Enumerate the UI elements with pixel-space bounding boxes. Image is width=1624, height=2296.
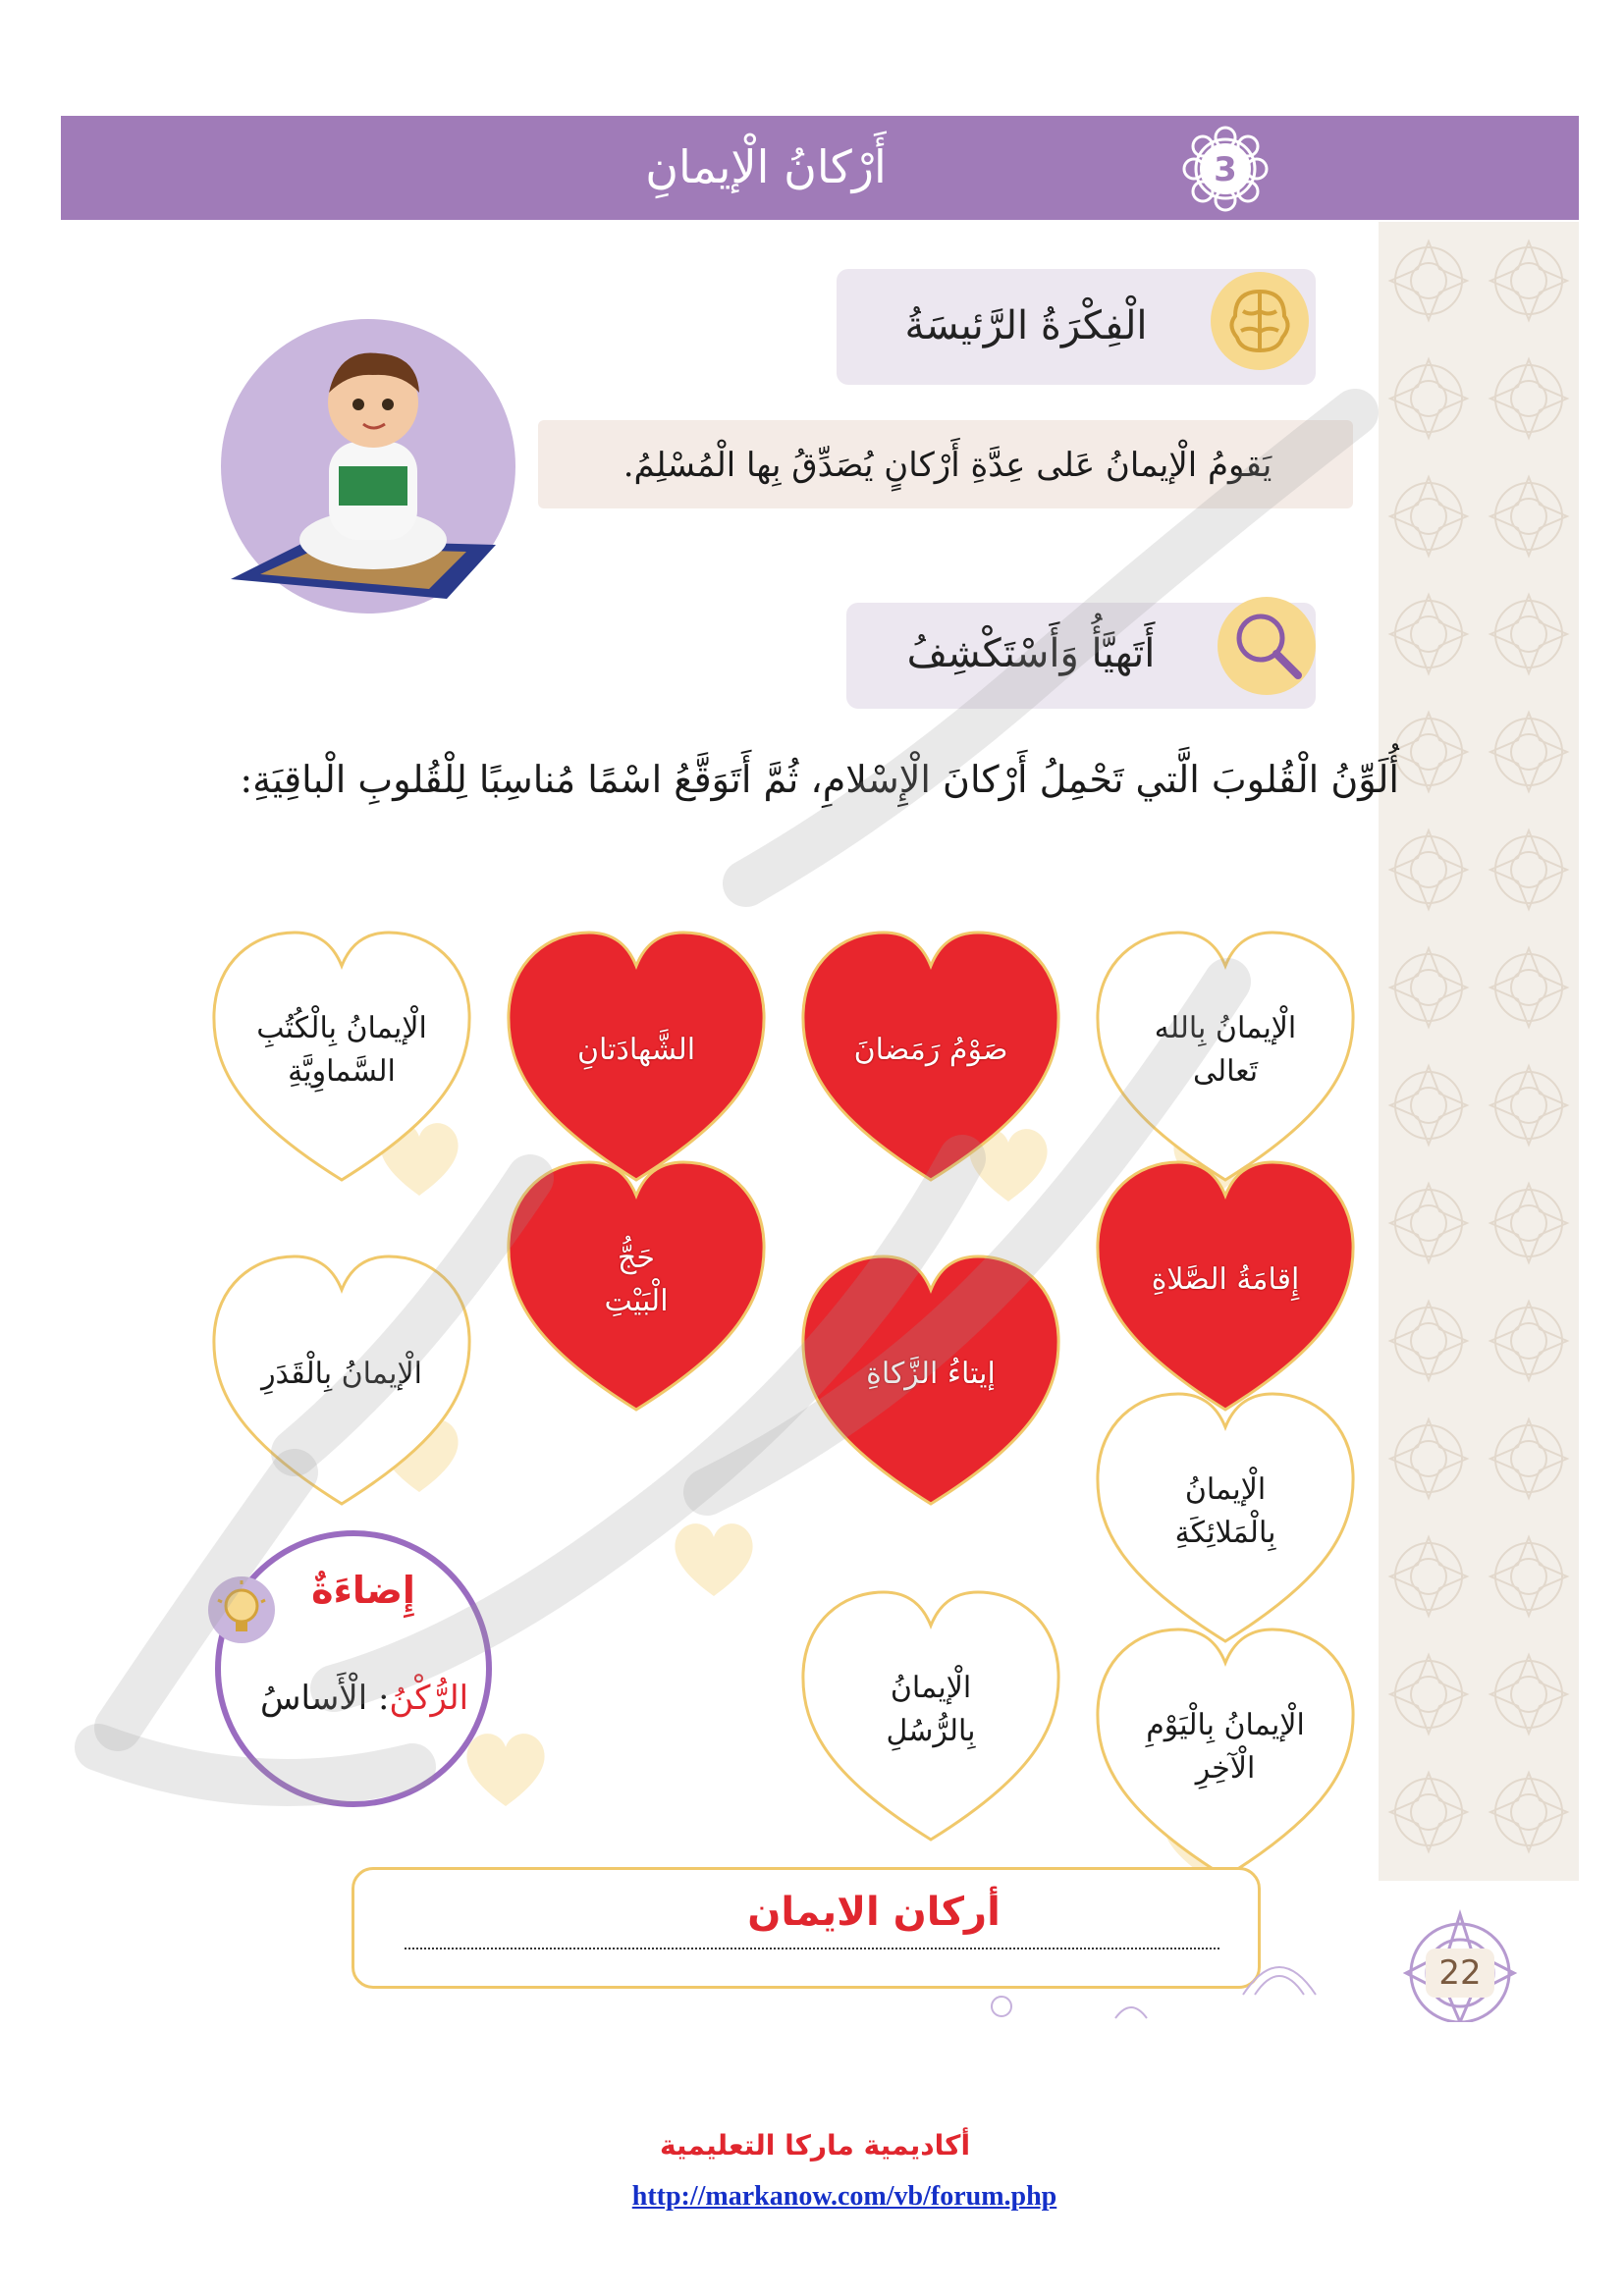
heart-label: الْإيمانُ بِالْقَدَرِ	[261, 1357, 422, 1391]
heart-card[interactable]	[1088, 1384, 1363, 1649]
heart-card[interactable]	[204, 923, 479, 1188]
answer-text: أركان الايمان	[747, 1890, 1001, 1935]
answer-line	[405, 1948, 1219, 1949]
magnifier-icon	[1214, 593, 1320, 699]
illumination-text	[222, 1669, 507, 1728]
heart-label: الْإيمانُ بِالْيَوْمِ الْآخِرِ	[1146, 1708, 1305, 1786]
heart-card[interactable]	[1088, 1152, 1363, 1417]
heart-card[interactable]	[793, 1582, 1068, 1847]
heart-label: إيتاءُ الزَّكاةِ	[866, 1357, 996, 1391]
decorative-rosette-icon	[1111, 1997, 1151, 2020]
heart-label: الْإيمانُ بِالله تَعالى	[1154, 1011, 1297, 1089]
activity-instructions: أُلَوِّنُ الْقُلوبَ الَّتي تَحْمِلُ أَرْكانَ الْإِسْلامِ، ثُمَّ أَتَوَقَّعُ اسْمًا مُناسِبًا لِلْقُلوبِ الْباقِيَةِ:	[240, 758, 1399, 801]
lesson-title: أَرْكانُ الْإيمانِ	[645, 140, 887, 193]
heart-card[interactable]	[204, 1247, 479, 1512]
decorative-rosette-icon	[1239, 1949, 1320, 1997]
illumination-definition: : الْأَساسُ	[259, 1679, 390, 1718]
heart-card[interactable]	[499, 923, 774, 1188]
decorative-heart	[670, 1518, 758, 1600]
heart-label: إِقامَةُ الصَّلاةِ	[1151, 1262, 1300, 1297]
brain-icon	[1206, 267, 1314, 375]
heart-label: الْإيمانُ بِالْمَلائِكَةِ	[1174, 1472, 1276, 1550]
heart-label: الْإيمانُ بِالرُّسُلِ	[886, 1671, 976, 1748]
heart-card[interactable]	[499, 1152, 774, 1417]
lesson-number-badge	[1176, 120, 1274, 218]
heart-card[interactable]	[1088, 923, 1363, 1188]
decorative-rosette-icon	[982, 1993, 1021, 2020]
heart-label: الشَّهادَتانِ	[576, 1033, 696, 1067]
main-idea-title: الْفِكْرَةُ الرَّئيسَةُ	[904, 303, 1148, 348]
footer-link[interactable]: http://markanow.com/vb/forum.php	[631, 2181, 1057, 2212]
page-number: 22	[1438, 1953, 1482, 1993]
heart-card[interactable]	[793, 1247, 1068, 1512]
illumination-term: الرُّكْنُ	[389, 1679, 469, 1718]
footer-academy-name: أكاديمية ماركا التعليمية	[659, 2129, 971, 2162]
illumination-title: إِضاءَةٌ	[311, 1569, 415, 1612]
side-pattern-strip	[1379, 222, 1579, 1881]
heart-label: صَوْمُ رَمَضانَ	[853, 1033, 1008, 1067]
boy-reading-illustration	[201, 294, 525, 618]
heart-label: حَجُّ الْبَيْتِ	[604, 1241, 669, 1318]
lesson-number: 3	[1214, 150, 1237, 189]
heart-label: الْإيمانُ بِالْكُتُبِ السَّماوِيَّةِ	[256, 1011, 427, 1089]
main-idea-text: يَقومُ الْإيمانُ عَلى عِدَّةِ أَرْكانٍ يُصَدِّقُ بِها الْمُسْلِمُ.	[623, 446, 1272, 485]
heart-card[interactable]	[793, 923, 1068, 1188]
heart-card[interactable]	[1088, 1620, 1363, 1885]
explore-title: أَتَهيَّأُ وَأَسْتَكْشِفُ	[906, 631, 1156, 676]
